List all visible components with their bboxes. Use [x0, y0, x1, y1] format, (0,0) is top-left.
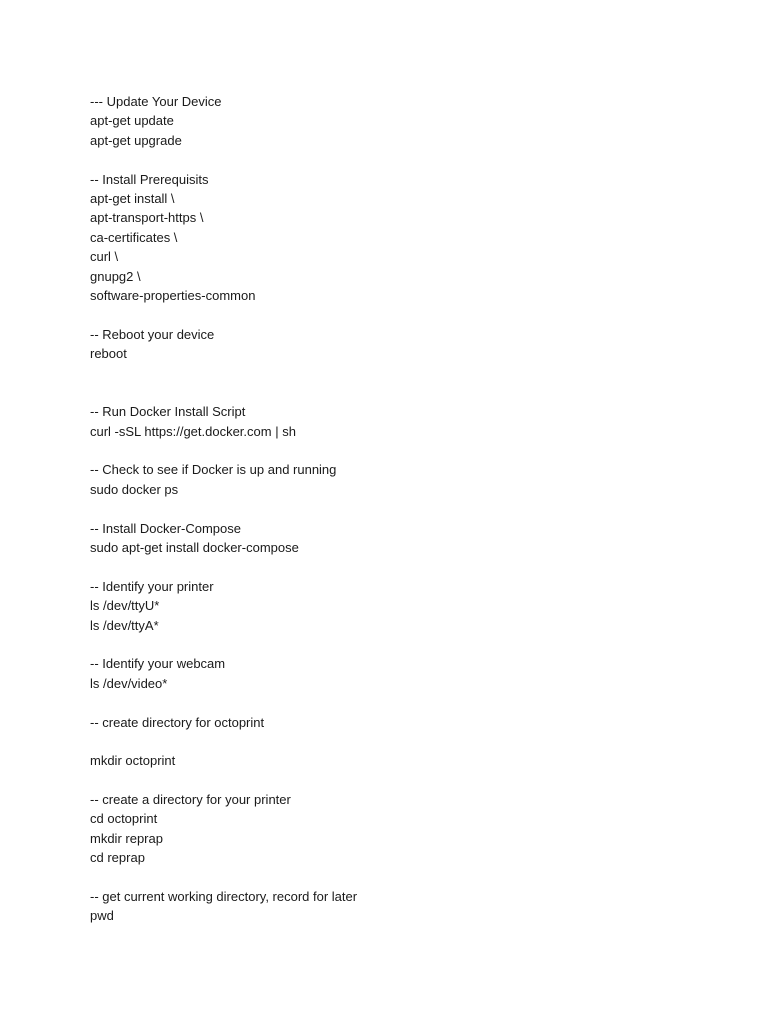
command-line: gnupg2 \: [90, 268, 141, 284]
blank-line: [90, 150, 710, 169]
section-comment: -- Install Docker-Compose: [90, 520, 241, 536]
section-comment: -- Identify your webcam: [90, 656, 226, 672]
command-line: mkdir octoprint: [90, 753, 176, 769]
command-line: curl -sSL https://get.docker.com | sh: [90, 423, 296, 439]
blank-line: [90, 693, 710, 712]
command-line: cd octoprint: [90, 811, 158, 827]
section-comment: -- Identify your printer: [90, 578, 214, 594]
document-page: [90, 92, 710, 926]
section-comment: -- create a directory for your printer: [90, 792, 291, 808]
command-line: curl \: [90, 249, 119, 265]
command-line: reboot: [90, 346, 127, 362]
section-comment: -- Run Docker Install Script: [90, 404, 246, 420]
command-line: apt-get install \: [90, 190, 175, 206]
section-comment: --- Update Your Device: [90, 94, 222, 109]
command-line: ls /dev/video*: [90, 675, 168, 691]
blank-line: [90, 383, 710, 402]
blank-line: [90, 499, 710, 518]
blank-line: [90, 635, 710, 654]
command-line: software-properties-common: [90, 287, 256, 303]
command-line: mkdir reprap: [90, 830, 163, 846]
blank-line: [90, 771, 710, 790]
blank-line: [90, 363, 710, 382]
blank-line: [90, 868, 710, 887]
blank-line: [90, 732, 710, 751]
command-line: apt-get update: [90, 113, 174, 129]
section-comment: -- Install Prerequisits: [90, 171, 209, 187]
blank-line: [90, 557, 710, 576]
command-line: ls /dev/ttyA*: [90, 617, 159, 633]
command-line: ls /dev/ttyU*: [90, 598, 160, 614]
command-line: ca-certificates \: [90, 229, 178, 245]
blank-line: [90, 441, 710, 460]
command-line: cd reprap: [90, 850, 145, 866]
section-comment: -- Reboot your device: [90, 326, 215, 342]
section-comment: -- create directory for octoprint: [90, 714, 265, 730]
command-line: apt-get upgrade: [90, 132, 182, 148]
command-line: apt-transport-https \: [90, 210, 204, 226]
command-line: pwd: [90, 908, 114, 924]
blank-line: [90, 305, 710, 324]
section-comment: -- Check to see if Docker is up and running: [90, 462, 337, 478]
section-comment: -- get current working directory, record for later: [90, 889, 358, 905]
command-line: sudo docker ps: [90, 481, 179, 497]
command-line: sudo apt-get install docker-compose: [90, 539, 299, 555]
